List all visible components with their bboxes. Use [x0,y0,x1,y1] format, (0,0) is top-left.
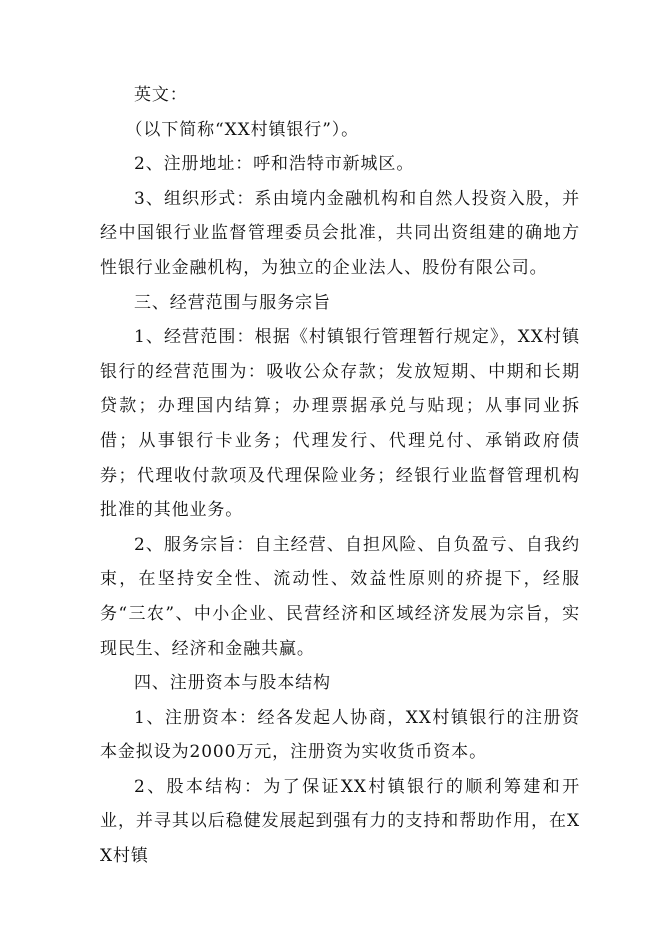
paragraph-business-scope: 1、经营范围：根据《村镇银行管理暂行规定》，XX村镇银行的经营范围为：吸收公众存款；发放短期、中期和长期贷款；办理国内结算；办理票据承兑与贴现；从事同业拆借；从事银行卡业务；代理发行、代理兑付、承销政府债券；代理收付款项及代理保险业务；经银行业监督管理机构批准的其他业务。 [100,327,580,521]
paragraph-registered-address: 2、注册地址：呼和浩特市新城区。 [134,154,415,175]
paragraph-organization-form: 3、组织形式：系由境内金融机构和自然人投资入股，并经中国银行业监督管理委员会批准，共同出资组建的确地方性银行业金融机构，为独立的企业法人、股份有限公司。 [100,188,580,278]
document-body [100,78,580,874]
paragraph-registered-capital: 1、注册资本：经各发起人协商，XX村镇银行的注册资本金拟设为2000万元，注册资为实收货币资本。 [100,707,580,763]
paragraph-service-purpose: 2、服务宗旨：自主经营、自担风险、自负盈亏、自我约束，在坚持安全性、流动性、效益性原则的疥提下，经服务“三农”、中小企业、民营经济和区域经济发展为宗旨，实现民生、经济和金融共赢。 [100,534,580,659]
paragraph-english-name: 英文： [134,85,188,105]
paragraph-short-name: （以下简称“XX村镇银行”）。 [125,119,360,140]
paragraph-share-structure: 2、股本结构：为了保证XX村镇银行的顺利筹建和开业，并寻其以后稳健发展起到强有力的支持和帮助作用，在XX村镇 [100,776,580,867]
section-heading-registered-capital: 四、注册资本与股本结构 [134,673,331,694]
section-heading-business-scope: 三、经营范围与服务宗旨 [134,292,331,313]
